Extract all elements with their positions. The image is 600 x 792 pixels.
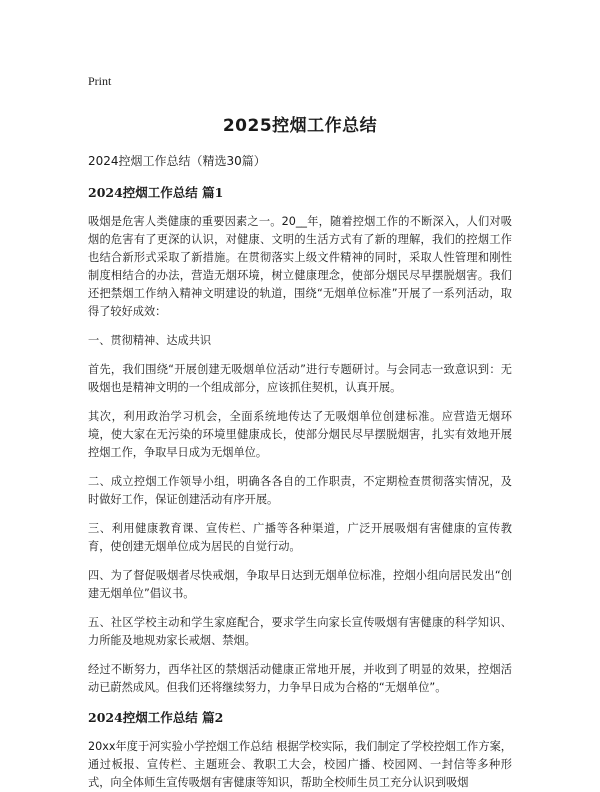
paragraph: 四、为了督促吸烟者尽快戒烟，争取早日达到无烟单位标准，控烟小组向居民发出“创建无烟单位”倡议书。 — [88, 569, 512, 600]
paragraph: 吸烟是危害人类健康的重要因素之一。20__年，随着控烟工作的不断深入，人们对吸烟的危害有了更深的认识，对健康、文明的生活方式有了新的理解，我们的控烟工作也结合新形式采取了新措施。在贯彻落实上级文件精神的同时，采取人性管理和刚性制度相结合的办法，营造无烟环境，树立健康理念，使部分烟民尽早摆脱烟害。我们还把禁烟工作纳入精神文明建设的轨道，围绕“无烟单位标准”开展了一系列活动，取得了较好成效： — [88, 215, 512, 318]
print-link[interactable]: Print — [88, 74, 112, 88]
paragraph: 三、利用健康教育课、宣传栏、广播等各种渠道，广泛开展吸烟有害健康的宣传教育，使创建无烟单位成为居民的自觉行动。 — [88, 522, 512, 553]
document-title: 2025控烟工作总结 — [222, 116, 378, 136]
section-heading: 2024控烟工作总结 篇2 — [88, 710, 224, 725]
section-heading: 2024控烟工作总结 篇1 — [88, 185, 224, 200]
paragraph: 其次，利用政治学习机会，全面系统地传达了无吸烟单位创建标准。应营造无烟环境，使大家在无污染的环境里健康成长，使部分烟民尽早摆脱烟害，扎实有效地开展控烟工作，争取早日成为无烟单位。 — [88, 410, 512, 459]
paragraph: 二、成立控烟工作领导小组，明确各各自的工作职责，不定期检查贯彻落实情况，及时做好工作，保证创建活动有序开展。 — [88, 475, 512, 506]
section-2 — [88, 708, 512, 792]
paragraph: 五、社区学校主动和学生家庭配合，要求学生向家长宣传吸烟有害健康的科学知识、力所能及地规劝家长戒烟、禁烟。 — [88, 616, 512, 647]
paragraph: 经过不断努力，西华社区的禁烟活动健康正常地开展，并收到了明显的效果，控烟活动已蔚然成风。但我们还将继续努力，力争早日成为合格的“无烟单位”。 — [88, 663, 512, 694]
paragraph: 一、贯彻精神、达成共识 — [88, 334, 212, 347]
section-1 — [88, 183, 512, 697]
paragraph: 20xx年度于河实验小学控烟工作总结 根据学校实际，我们制定了学校控烟工作方案，通过板报、宣传栏、主题班会、教职工大会，校园广播、校园网、一封信等多种形式，向全体师生宣传吸烟有害健康等知识，帮助全校师生员工充分认识到吸烟 — [88, 740, 512, 789]
document-subtitle: 2024控烟工作总结（精选30篇） — [88, 154, 266, 168]
paragraph: 首先，我们围绕“开展创建无吸烟单位活动”进行专题研讨。与会同志一致意识到：无吸烟也是精神文明的一个组成部分，应该抓住契机，认真开展。 — [88, 363, 512, 394]
